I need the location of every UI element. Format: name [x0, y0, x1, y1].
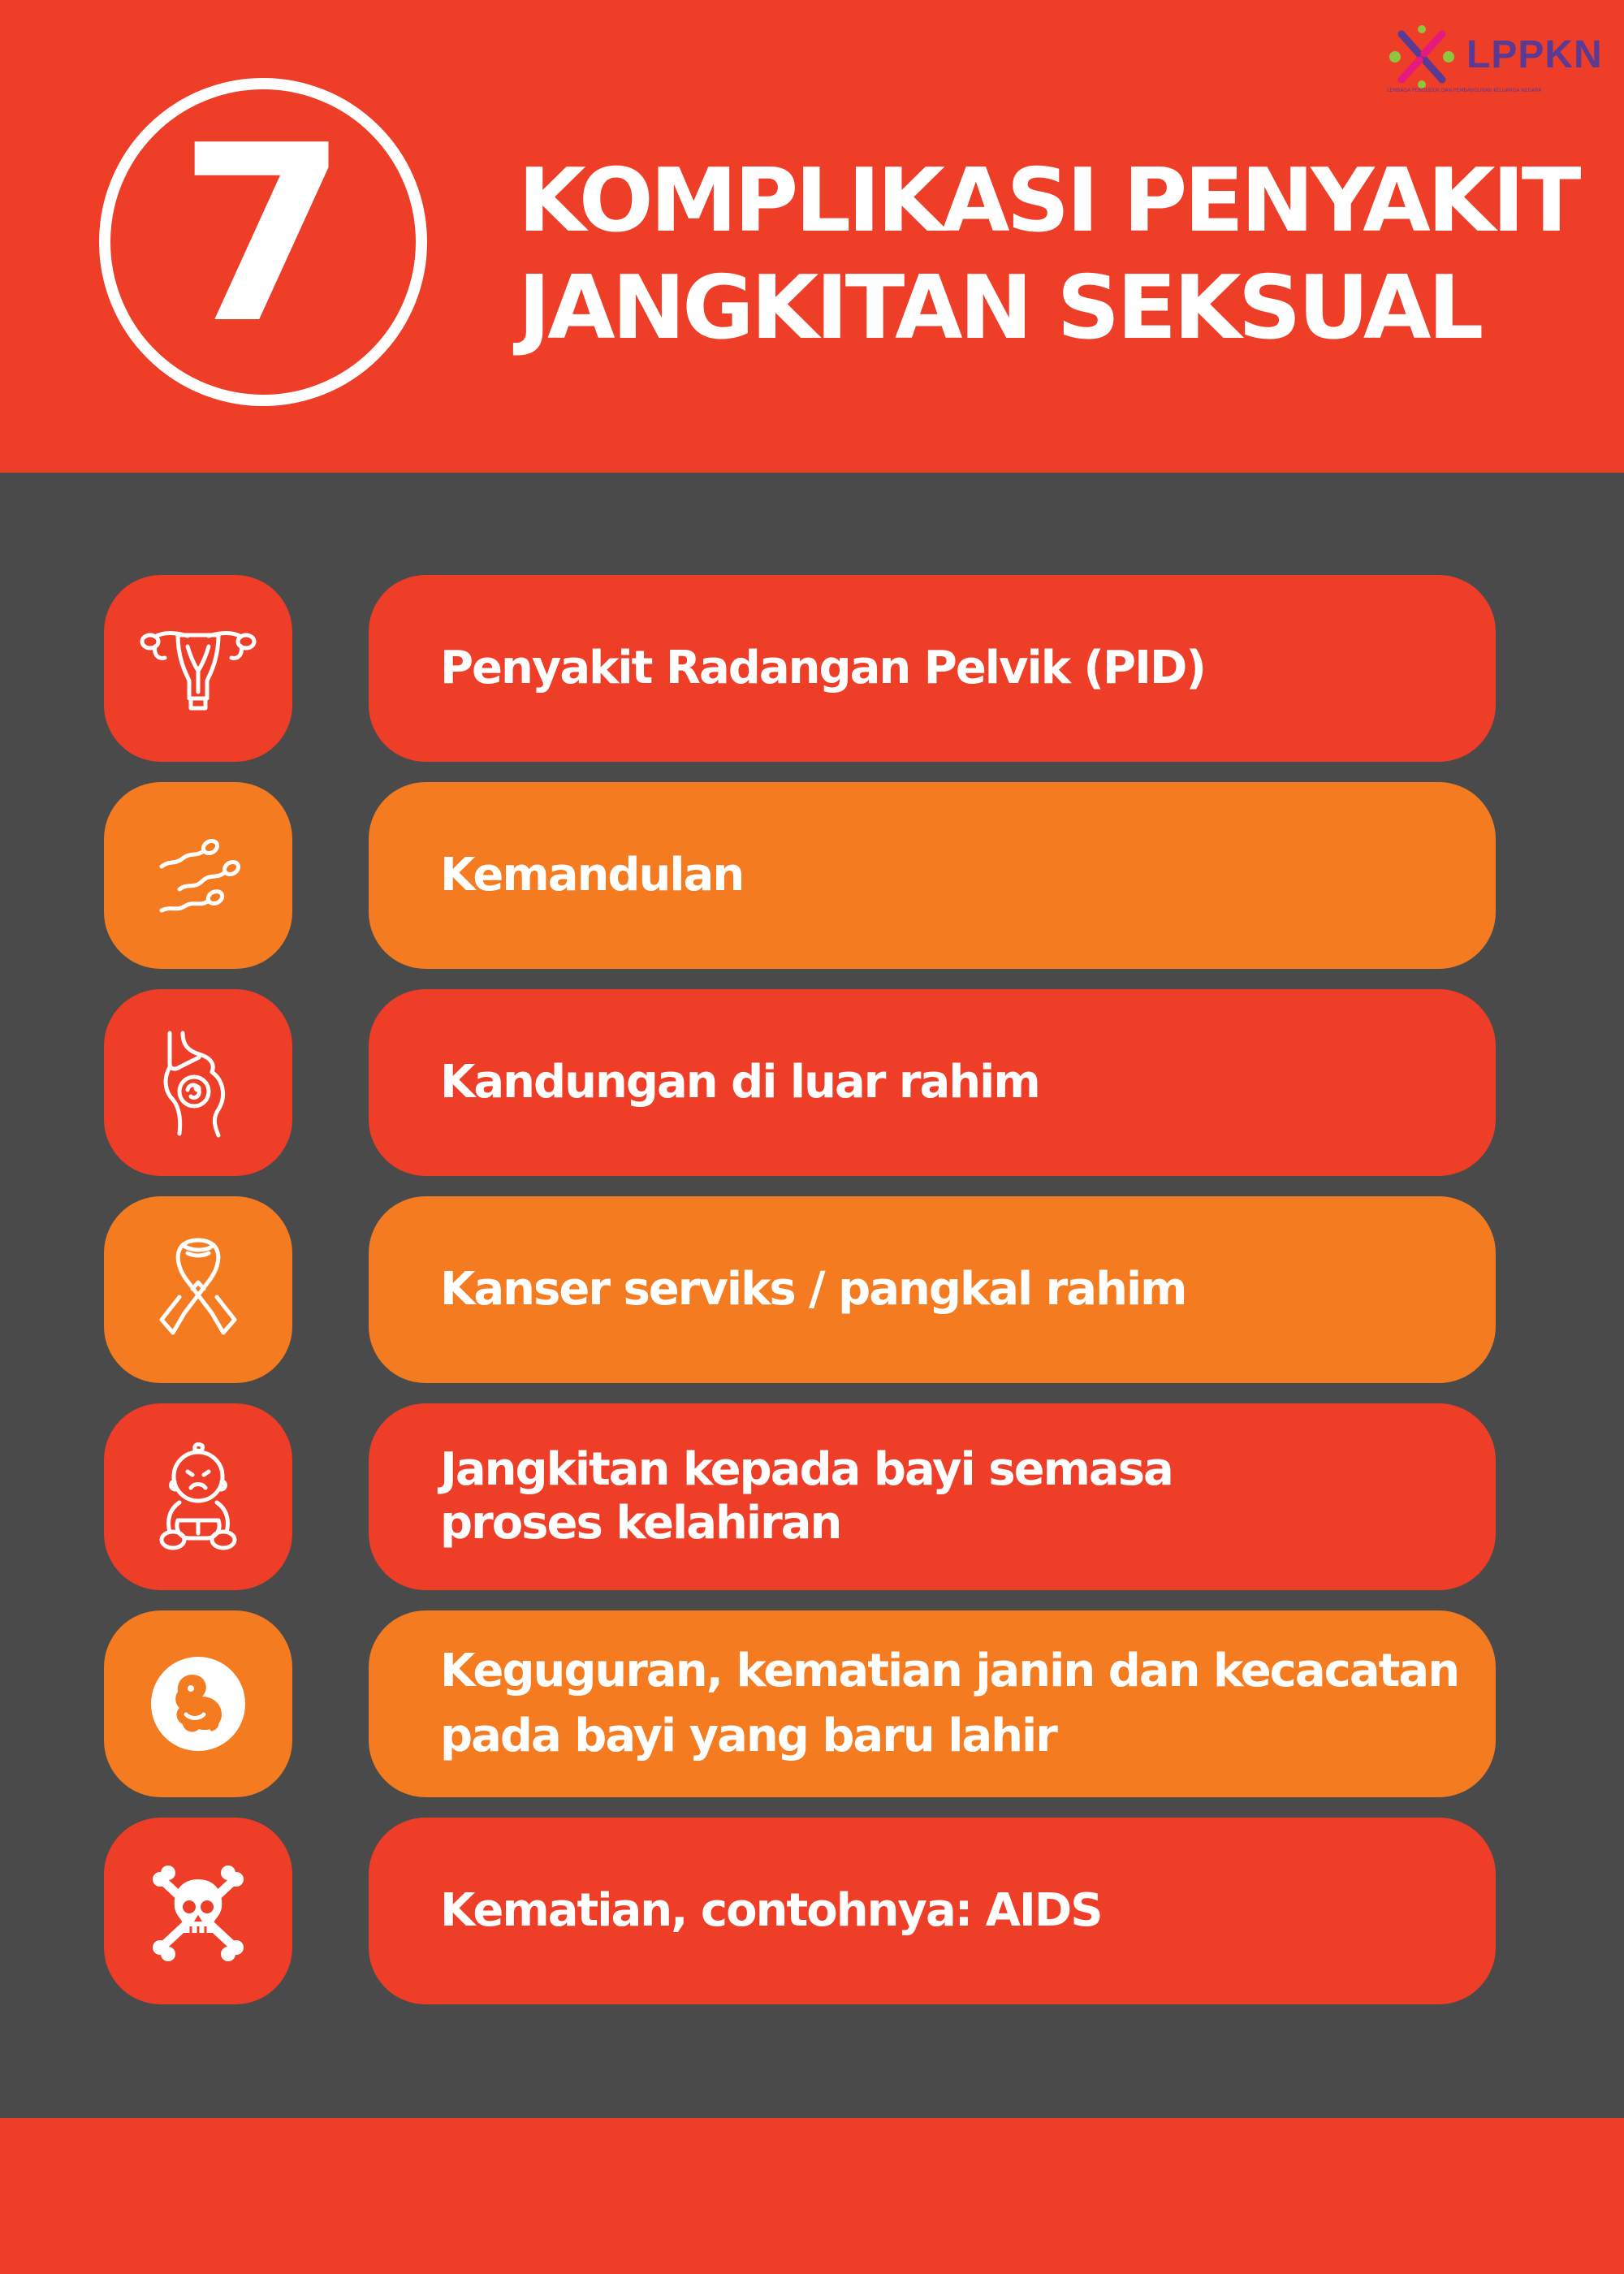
ectopic-pregnancy-icon	[137, 1022, 259, 1143]
list-item	[0, 1610, 1624, 1797]
icon-tile	[104, 1610, 292, 1797]
label-pill	[369, 989, 1496, 1176]
label-pill	[369, 1403, 1496, 1590]
header-banner	[0, 0, 1624, 473]
number-badge	[99, 78, 427, 406]
item-label: Jangkitan kepada bayi semasa proses kelahiran	[440, 1443, 1173, 1550]
lppkn-logo-mark-icon	[1385, 24, 1458, 89]
logo-tagline: LEMBAGA PENDUDUK DAN PEMBANGUNAN KELUARGA NEGARA	[1387, 88, 1542, 93]
icon-tile	[104, 782, 292, 969]
item-label: Kematian, contohnya: AIDS	[440, 1884, 1102, 1937]
item-label: Penyakit Radangan Pelvik (PID)	[440, 642, 1205, 694]
label-pill	[369, 782, 1496, 969]
skull-crossbones-icon	[137, 1850, 259, 1972]
uterus-icon	[137, 607, 259, 729]
list-item	[0, 1403, 1624, 1590]
sperm-icon	[137, 815, 259, 936]
item-label: Keguguran, kematian janin dan kecacatan pada bayi yang baru lahir	[440, 1645, 1459, 1762]
title-line-1: KOMPLIKASI PENYAKIT	[518, 150, 1579, 252]
number-badge-value: 7	[178, 93, 348, 377]
fetus-icon	[137, 1643, 259, 1765]
footer-band	[0, 2118, 1624, 2274]
list-item	[0, 1818, 1624, 2004]
label-pill	[369, 1196, 1496, 1383]
icon-tile	[104, 989, 292, 1176]
item-label: Kandungan di luar rahim	[440, 1056, 1039, 1109]
list-item	[0, 782, 1624, 969]
title-line-2: JANGKITAN SEKSUAL	[518, 257, 1481, 359]
crying-baby-icon	[137, 1436, 259, 1558]
label-pill	[369, 1610, 1496, 1797]
list-item	[0, 1196, 1624, 1383]
logo-wordmark: LPPKN	[1466, 33, 1603, 76]
icon-tile	[104, 575, 292, 762]
label-pill	[369, 1818, 1496, 2004]
item-label: Kanser serviks / pangkal rahim	[440, 1263, 1186, 1316]
list-item	[0, 989, 1624, 1176]
page-title	[518, 148, 1578, 362]
icon-tile	[104, 1196, 292, 1383]
list-item	[0, 575, 1624, 762]
item-label: Kemandulan	[440, 849, 744, 901]
label-pill	[369, 575, 1496, 762]
cancer-ribbon-icon	[137, 1229, 259, 1351]
icon-tile	[104, 1818, 292, 2004]
icon-tile	[104, 1403, 292, 1590]
lppkn-logo	[1385, 24, 1605, 106]
